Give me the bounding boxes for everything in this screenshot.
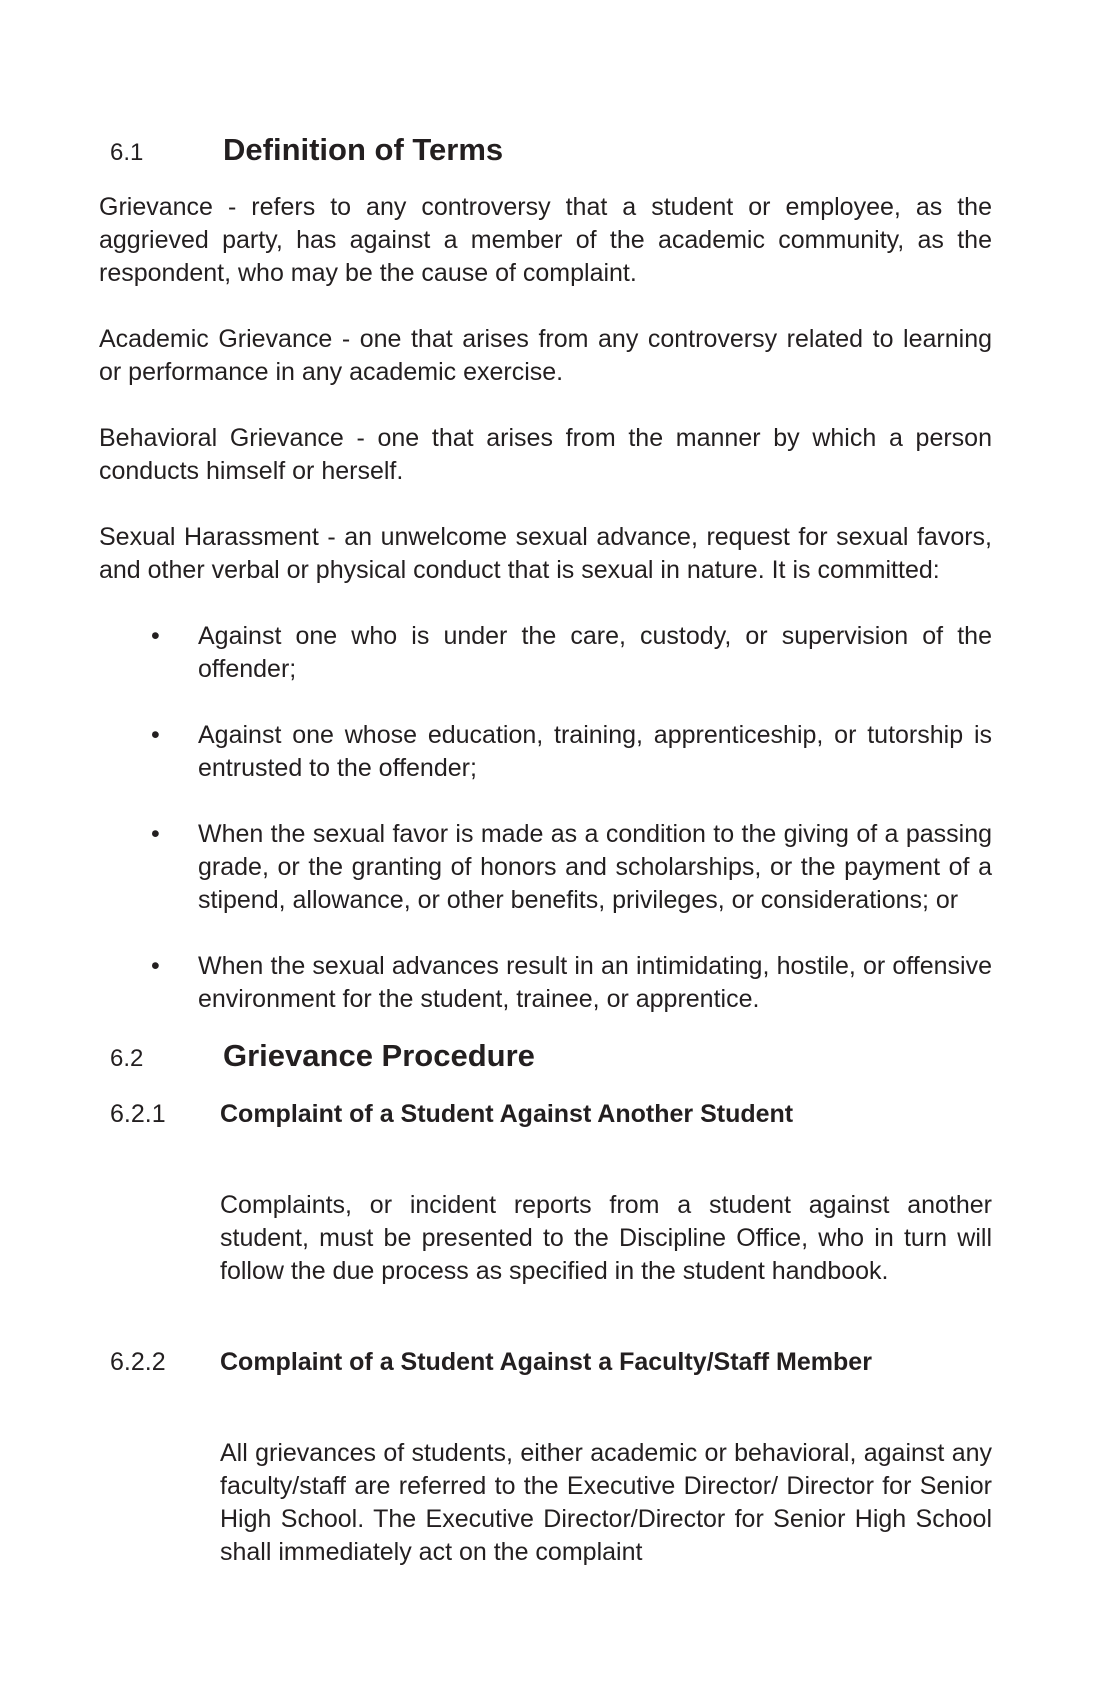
- bullet-icon: •: [151, 820, 160, 848]
- subsection-number: 6.2.1: [110, 1100, 166, 1128]
- subsection-6-2-2-heading: [99, 1346, 992, 1379]
- list-item-text: When the sexual favor is made as a condition to the giving of a passing grade, or the granting of honors and scholarships, or the payment of a stipend, allowance, or other benefits, privileges, or considerations; or: [198, 820, 992, 914]
- section-title: Definition of Terms: [223, 132, 504, 167]
- definition-academic-grievance: Academic Grievance - one that arises from any controversy related to learning or performance in any academic exercise.: [99, 325, 992, 386]
- list-item-text: When the sexual advances result in an intimidating, hostile, or offensive environment for the student, trainee, or apprentice.: [198, 952, 992, 1013]
- subsection-number: 6.2.2: [110, 1348, 166, 1376]
- document-page: [99, 132, 992, 1594]
- list-item-text: Against one who is under the care, custody, or supervision of the offender;: [198, 622, 992, 683]
- definition-grievance: Grievance - refers to any controversy that a student or employee, as the aggrieved party, has against a member of the academic community, as the respondent, who may be the cause of complaint.: [99, 193, 992, 287]
- list-item: [99, 818, 992, 917]
- list-item: [99, 950, 992, 1016]
- harassment-conditions-list: [99, 620, 992, 1016]
- section-title: Grievance Procedure: [223, 1038, 535, 1073]
- section-6-2-heading: [99, 1038, 992, 1080]
- bullet-icon: •: [151, 952, 160, 980]
- definition-behavioral-grievance: Behavioral Grievance - one that arises from the manner by which a person conducts himself or herself.: [99, 424, 992, 485]
- subsection-6-2-1-heading: [99, 1098, 992, 1131]
- section-6-1-heading: [99, 132, 992, 174]
- list-item: [99, 719, 992, 785]
- definition-sexual-harassment: Sexual Harassment - an unwelcome sexual advance, request for sexual favors, and other verbal or physical conduct that is sexual in nature. It is committed:: [99, 523, 992, 584]
- subsection-6-2-1-body: Complaints, or incident reports from a student against another student, must be presented to the Discipline Office, who in turn will follow the due process as specified in the student handbook.: [220, 1191, 992, 1285]
- bullet-icon: •: [151, 622, 160, 650]
- list-item-text: Against one whose education, training, apprenticeship, or tutorship is entrusted to the offender;: [198, 721, 992, 782]
- subsection-title: Complaint of a Student Against a Faculty/Staff Member: [220, 1348, 872, 1376]
- subsection-6-2-2-body: All grievances of students, either academic or behavioral, against any faculty/staff are referred to the Executive Director/ Director for Senior High School. The Executive Director/Director for Senior High School shall immediately act on the complaint: [220, 1439, 992, 1566]
- section-number: 6.2: [110, 1045, 144, 1072]
- bullet-icon: •: [151, 721, 160, 749]
- section-number: 6.1: [110, 139, 144, 166]
- subsection-title: Complaint of a Student Against Another Student: [220, 1100, 794, 1128]
- list-item: [99, 620, 992, 686]
